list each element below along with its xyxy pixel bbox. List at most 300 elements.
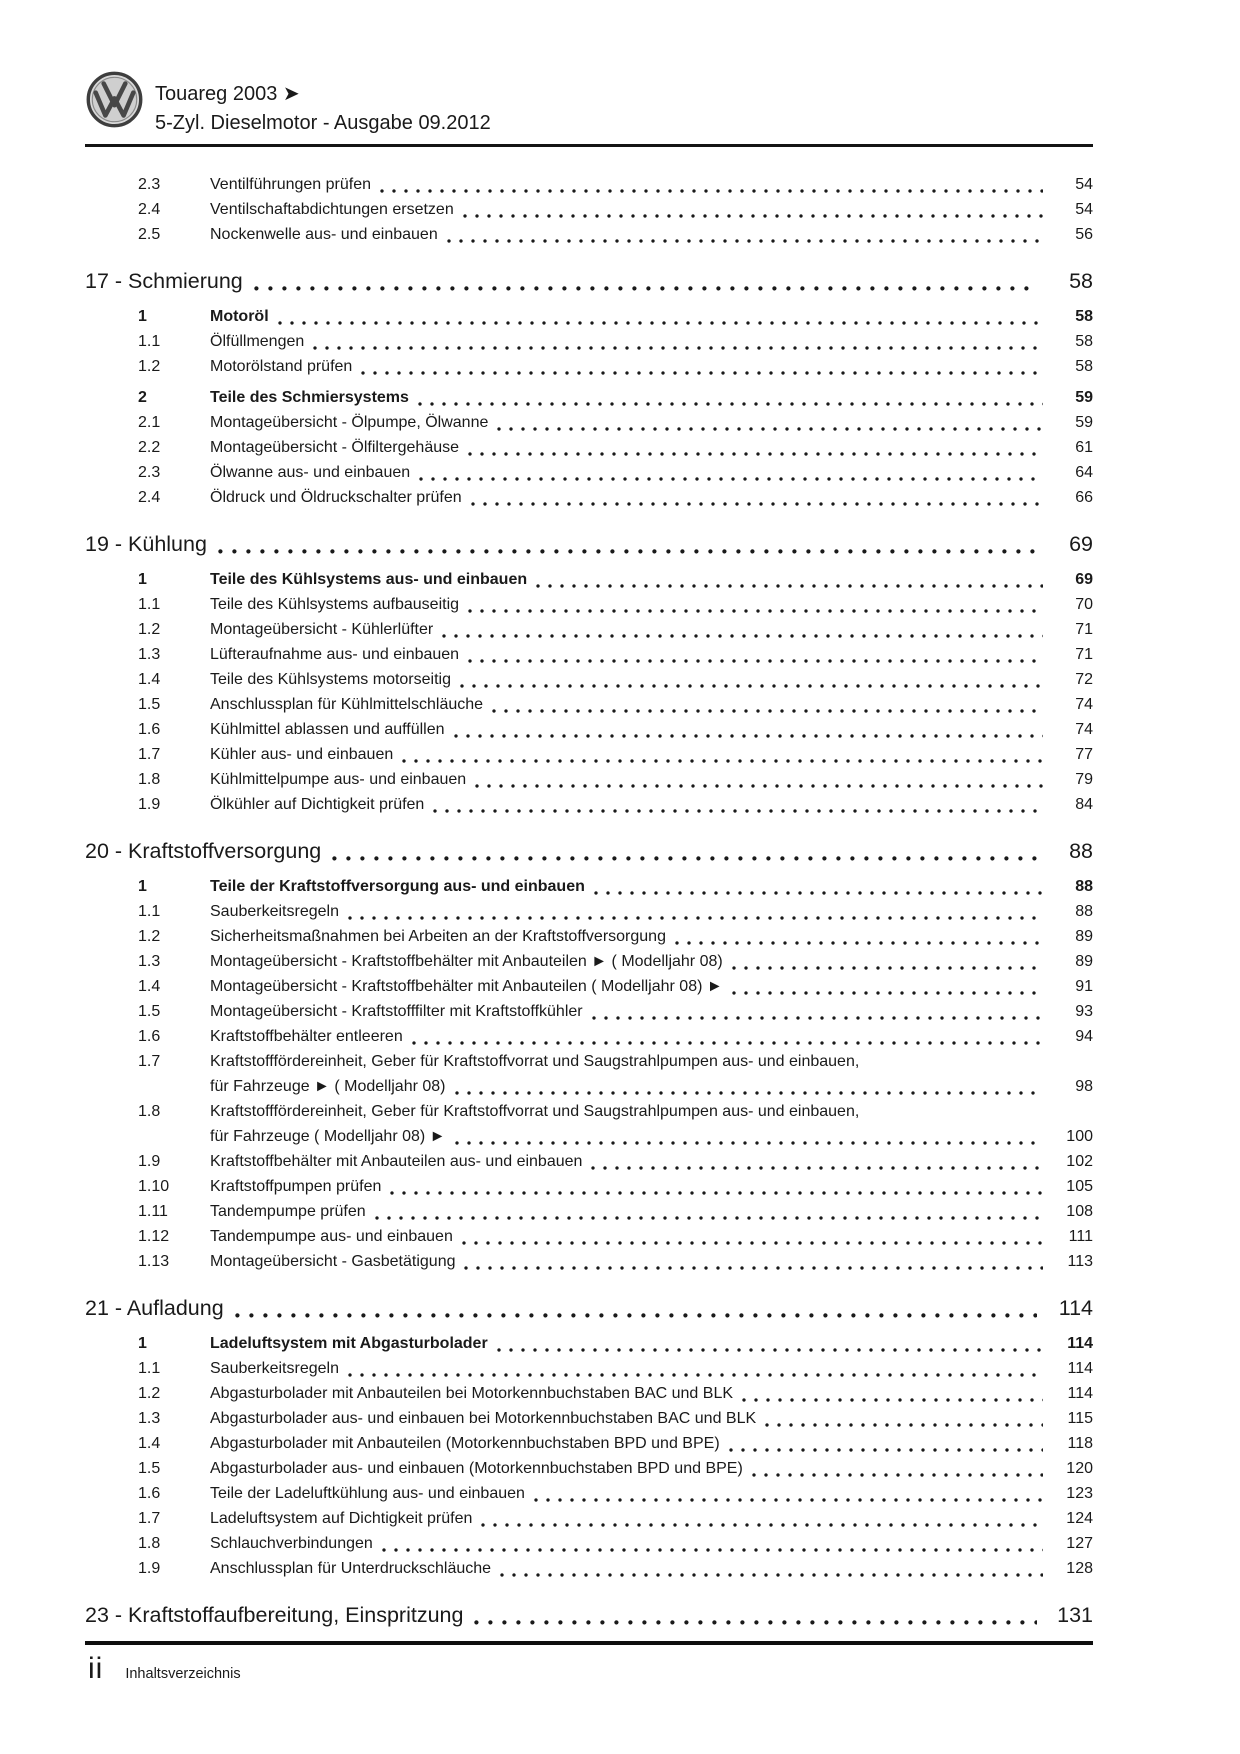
toc-chapter-row: [85, 1600, 1093, 1630]
chapter-title: 17 - Schmierung: [85, 269, 243, 293]
page-number: 88: [1075, 878, 1093, 895]
entry-body: [210, 172, 1093, 197]
page-number: 58: [1075, 308, 1093, 325]
entry-title: Montageübersicht - Kühlerlüfter: [210, 621, 434, 638]
toc-entry-row: [85, 974, 1093, 999]
toc-entry-row: [85, 924, 1093, 949]
entry-line: [210, 617, 1093, 642]
entry-line: [210, 354, 1093, 379]
document-footer: [88, 1652, 241, 1686]
entry-title: Teile des Kühlsystems aus- und einbauen: [210, 571, 528, 588]
entry-title: Kraftstofffördereinheit, Geber für Kraftstoffvorrat und Saugstrahlpumpen aus- und einbauen,: [210, 1053, 860, 1070]
page-number: 72: [1075, 671, 1093, 688]
entry-number: 1.9: [138, 1153, 161, 1170]
entry-line: [210, 1456, 1093, 1481]
entry-body: [210, 354, 1093, 379]
dots-leader: [402, 759, 1043, 763]
entry-title: Anschlussplan für Unterdruckschläuche: [210, 1560, 492, 1577]
chapter-title: 21 - Aufladung: [85, 1296, 224, 1320]
toc-entry-row: [85, 567, 1093, 592]
dots-leader: [235, 1313, 1037, 1318]
entry-title: Ölfüllmengen: [210, 333, 305, 350]
entry-body: [210, 1356, 1093, 1381]
entry-line: [210, 1074, 1093, 1099]
toc-entry-row: [85, 435, 1093, 460]
header-edition-line: 5-Zyl. Dieselmotor - Ausgabe 09.2012: [155, 112, 491, 134]
entry-body: [210, 329, 1093, 354]
entry-body: [210, 485, 1093, 510]
entry-line: [210, 1174, 1093, 1199]
entry-title: Montageübersicht - Kraftstoffbehälter mit Anbauteilen ► ( Modelljahr 08): [210, 953, 723, 970]
entry-title: Teile des Kühlsystems motorseitig: [210, 671, 451, 688]
entry-body: [210, 949, 1093, 974]
entry-line: [210, 717, 1093, 742]
entry-body: [210, 667, 1093, 692]
entry-line: [210, 899, 1093, 924]
entry-number: 1.3: [138, 953, 161, 970]
entry-line: [210, 1531, 1093, 1556]
entry-number: 1: [138, 878, 147, 895]
entry-body: [210, 1249, 1093, 1274]
entry-line: [210, 1149, 1093, 1174]
entry-line: [210, 999, 1093, 1024]
entry-line: [210, 222, 1093, 247]
document-header: [155, 80, 491, 138]
entry-line: [210, 304, 1093, 329]
page-number: 70: [1075, 596, 1093, 613]
footer-page-number: ii: [88, 1652, 104, 1685]
entry-body: [210, 1099, 1093, 1149]
page-number: 89: [1075, 953, 1093, 970]
toc-entry-row: [85, 667, 1093, 692]
entry-number: 1.1: [138, 1360, 161, 1377]
toc-entry-row: [85, 874, 1093, 899]
dots-leader: [361, 371, 1043, 375]
header-model-line: Touareg 2003 ➤: [155, 83, 300, 105]
dots-leader: [492, 709, 1043, 713]
dots-leader: [278, 321, 1043, 325]
toc-entry-row: [85, 485, 1093, 510]
dots-leader: [591, 1166, 1043, 1170]
toc-entry-row: [85, 172, 1093, 197]
entry-title: Ladeluftsystem mit Abgasturbolader: [210, 1335, 488, 1352]
chapter-title: 19 - Kühlung: [85, 532, 207, 556]
dots-leader: [468, 609, 1043, 613]
entry-line: [210, 874, 1093, 899]
entry-title: Sicherheitsmaßnahmen bei Arbeiten an der Kraftstoffversorgung: [210, 928, 666, 945]
entry-body: [210, 899, 1093, 924]
toc-chapter-row: [85, 1293, 1093, 1323]
page-number: 114: [1058, 1296, 1093, 1320]
entry-title: Abgasturbolader aus- und einbauen (Motorkennbuchstaben BPD und BPE): [210, 1460, 743, 1477]
page-number: 74: [1075, 721, 1093, 738]
entry-number: 2.2: [138, 439, 161, 456]
page-number: 77: [1075, 746, 1093, 763]
entry-body: [210, 642, 1093, 667]
page-number: 61: [1075, 439, 1093, 456]
entry-title: Tandempumpe prüfen: [210, 1203, 366, 1220]
entry-body: [210, 924, 1093, 949]
toc-entry-row: [85, 1099, 1093, 1149]
entry-line: [210, 1024, 1093, 1049]
entry-body: [210, 1456, 1093, 1481]
toc-entry-row: [85, 1224, 1093, 1249]
entry-title: Kühler aus- und einbauen: [210, 746, 394, 763]
page-number: 58: [1075, 333, 1093, 350]
entry-title: Lüfteraufnahme aus- und einbauen: [210, 646, 460, 663]
entry-body: [210, 1381, 1093, 1406]
entry-line: [210, 1099, 1093, 1124]
toc-entry-row: [85, 1249, 1093, 1274]
entry-title: Tandempumpe aus- und einbauen: [210, 1228, 453, 1245]
dots-leader: [765, 1423, 1043, 1427]
entry-body: [210, 792, 1093, 817]
toc-entry-row: [85, 460, 1093, 485]
entry-line: [210, 567, 1093, 592]
dots-leader: [732, 991, 1043, 995]
dots-leader: [592, 1016, 1043, 1020]
entry-number: 1.2: [138, 928, 161, 945]
entry-body: [210, 1024, 1093, 1049]
footer-label: Inhaltsverzeichnis: [125, 1666, 241, 1682]
entry-line: [210, 742, 1093, 767]
page-number: 115: [1067, 1410, 1093, 1427]
toc-entry-row: [85, 222, 1093, 247]
entry-body: [210, 567, 1093, 592]
entry-title: Abgasturbolader aus- und einbauen bei Motorkennbuchstaben BAC und BLK: [210, 1410, 757, 1427]
toc-entry-row: [85, 385, 1093, 410]
entry-title: Montageübersicht - Gasbetätigung: [210, 1253, 456, 1270]
page-number: 124: [1066, 1510, 1093, 1527]
dots-leader: [412, 1041, 1043, 1045]
entry-line: [210, 1406, 1093, 1431]
entry-number: 1.6: [138, 721, 161, 738]
entry-body: [210, 410, 1093, 435]
entry-line: [210, 1249, 1093, 1274]
entry-title: Montageübersicht - Kraftstoffbehälter mit Anbauteilen ( Modelljahr 08) ►: [210, 978, 723, 995]
entry-body: [210, 617, 1093, 642]
entry-number: 1: [138, 1335, 147, 1352]
chapter-title: 20 - Kraftstoffversorgung: [85, 839, 322, 863]
dots-leader: [481, 1523, 1043, 1527]
entry-number: 1.13: [138, 1253, 170, 1270]
page-number: 88: [1075, 903, 1093, 920]
entry-title: Motorölstand prüfen: [210, 358, 353, 375]
page-number: 93: [1075, 1003, 1093, 1020]
toc-entry-row: [85, 1049, 1093, 1099]
page-number: 128: [1066, 1560, 1093, 1577]
entry-number: 2.4: [138, 201, 161, 218]
header-rule: [85, 144, 1093, 147]
page-number: 54: [1075, 176, 1093, 193]
page-number: 69: [1069, 532, 1093, 556]
toc-entry-row: [85, 792, 1093, 817]
toc-entry-row: [85, 899, 1093, 924]
toc-entry-row: [85, 949, 1093, 974]
page-number: 98: [1075, 1078, 1093, 1095]
dots-leader: [442, 634, 1043, 638]
entry-number: 1.11: [138, 1203, 168, 1220]
entry-line: [210, 1224, 1093, 1249]
entry-title: Anschlussplan für Kühlmittelschläuche: [210, 696, 484, 713]
entry-body: [210, 692, 1093, 717]
page-number: 88: [1069, 839, 1093, 863]
dots-leader: [468, 452, 1043, 456]
toc-entry-row: [85, 304, 1093, 329]
entry-title: Kühlmittelpumpe aus- und einbauen: [210, 771, 467, 788]
entry-number: 1.7: [138, 746, 161, 763]
entry-body: [210, 1224, 1093, 1249]
entry-line: [210, 385, 1093, 410]
vw-logo-icon: [86, 71, 143, 128]
page-number: 114: [1067, 1360, 1093, 1377]
toc-entry-row: [85, 354, 1093, 379]
page-number: 94: [1075, 1028, 1093, 1045]
page-number: 54: [1075, 201, 1093, 218]
toc-entry-row: [85, 642, 1093, 667]
entry-title: Kühlmittel ablassen und auffüllen: [210, 721, 445, 738]
dots-leader: [460, 684, 1043, 688]
toc-entry-row: [85, 592, 1093, 617]
entry-body: [210, 1531, 1093, 1556]
entry-title: Montageübersicht - Ölpumpe, Ölwanne: [210, 414, 489, 431]
dots-leader: [462, 1241, 1043, 1245]
toc-chapter-row: [85, 836, 1093, 866]
dots-leader: [464, 1266, 1043, 1270]
entry-line: [210, 1331, 1093, 1356]
entry-number: 1.9: [138, 796, 161, 813]
entry-line: [210, 1356, 1093, 1381]
dots-leader: [348, 1373, 1043, 1377]
page-number: 113: [1067, 1253, 1093, 1270]
page-number: 127: [1066, 1535, 1093, 1552]
page-number: 56: [1075, 226, 1093, 243]
entry-line: [210, 1381, 1093, 1406]
entry-body: [210, 222, 1093, 247]
entry-title: Abgasturbolader mit Anbauteilen bei Motorkennbuchstaben BAC und BLK: [210, 1385, 734, 1402]
entry-title-continued: für Fahrzeuge ( Modelljahr 08) ►: [210, 1128, 446, 1145]
entry-number: 2: [138, 389, 147, 406]
toc-entry-row: [85, 1174, 1093, 1199]
toc-entry-row: [85, 1024, 1093, 1049]
entry-number: 1.5: [138, 1003, 161, 1020]
entry-number: 1.8: [138, 1103, 161, 1120]
entry-line: [210, 329, 1093, 354]
entry-title: Ölkühler auf Dichtigkeit prüfen: [210, 796, 425, 813]
entry-title: Schlauchverbindungen: [210, 1535, 373, 1552]
entry-title: Teile des Schmiersystems: [210, 389, 409, 406]
dots-leader: [463, 214, 1043, 218]
entry-number: 1.2: [138, 358, 161, 375]
entry-body: [210, 974, 1093, 999]
page-number: 58: [1069, 269, 1093, 293]
entry-number: 1.1: [138, 596, 161, 613]
entry-line: [210, 460, 1093, 485]
dots-leader: [380, 189, 1043, 193]
entry-title: Öldruck und Öldruckschalter prüfen: [210, 489, 462, 506]
toc-entry-row: [85, 767, 1093, 792]
dots-leader: [474, 1620, 1037, 1625]
dots-leader: [475, 784, 1043, 788]
entry-body: [210, 592, 1093, 617]
toc-entry-row: [85, 1331, 1093, 1356]
page-number: 120: [1066, 1460, 1093, 1477]
dots-leader: [497, 427, 1043, 431]
dots-leader: [382, 1548, 1043, 1552]
entry-number: 1.1: [138, 903, 161, 920]
entry-body: [210, 999, 1093, 1024]
dots-leader: [497, 1348, 1043, 1352]
entry-body: [210, 1406, 1093, 1431]
toc-entry-row: [85, 717, 1093, 742]
entry-body: [210, 874, 1093, 899]
entry-title: Sauberkeitsregeln: [210, 1360, 339, 1377]
toc-entry-row: [85, 329, 1093, 354]
entry-line: [210, 485, 1093, 510]
entry-number: 1.4: [138, 978, 161, 995]
entry-line: [210, 410, 1093, 435]
page-number: 89: [1075, 928, 1093, 945]
toc-entry-row: [85, 999, 1093, 1024]
dots-leader: [455, 1141, 1044, 1145]
entry-number: 1: [138, 308, 147, 325]
dots-leader: [454, 734, 1043, 738]
toc-entry-row: [85, 1149, 1093, 1174]
dots-leader: [455, 1091, 1044, 1095]
dots-leader: [375, 1216, 1043, 1220]
dots-leader: [752, 1473, 1043, 1477]
dots-leader: [419, 477, 1043, 481]
page-number: 69: [1075, 571, 1093, 588]
dots-leader: [468, 659, 1043, 663]
page-number: 58: [1075, 358, 1093, 375]
entry-line: [210, 1481, 1093, 1506]
toc-entry-row: [85, 1356, 1093, 1381]
entry-number: 1.8: [138, 771, 161, 788]
dots-leader: [536, 584, 1043, 588]
entry-number: 1.7: [138, 1053, 161, 1070]
page-number: 79: [1075, 771, 1093, 788]
entry-body: [210, 460, 1093, 485]
entry-number: 2.5: [138, 226, 161, 243]
page-number: 114: [1067, 1385, 1093, 1402]
toc-entry-row: [85, 742, 1093, 767]
toc-entry-row: [85, 197, 1093, 222]
toc-list: [85, 172, 1093, 1638]
entry-number: 1: [138, 571, 147, 588]
entry-title: Montageübersicht - Ölfiltergehäuse: [210, 439, 460, 456]
page-number: 108: [1066, 1203, 1093, 1220]
entry-title: Motoröl: [210, 308, 269, 325]
toc-entry-row: [85, 692, 1093, 717]
entry-body: [210, 767, 1093, 792]
toc-entry-row: [85, 1431, 1093, 1456]
entry-title: Ölwanne aus- und einbauen: [210, 464, 411, 481]
dots-leader: [500, 1573, 1043, 1577]
entry-title: Kraftstoffbehälter mit Anbauteilen aus- und einbauen: [210, 1153, 583, 1170]
entry-body: [210, 1481, 1093, 1506]
page-number: 100: [1066, 1128, 1093, 1145]
entry-title: Montageübersicht - Kraftstofffilter mit Kraftstoffkühler: [210, 1003, 583, 1020]
entry-number: 1.2: [138, 1385, 161, 1402]
dots-leader: [742, 1398, 1043, 1402]
dots-leader: [313, 346, 1043, 350]
entry-number: 1.5: [138, 1460, 161, 1477]
toc-entry-row: [85, 1199, 1093, 1224]
toc-entry-row: [85, 410, 1093, 435]
dots-leader: [433, 809, 1043, 813]
entry-line: [210, 1506, 1093, 1531]
dots-leader: [471, 502, 1043, 506]
dots-leader: [447, 239, 1043, 243]
entry-line: [210, 692, 1093, 717]
entry-number: 1.5: [138, 696, 161, 713]
page-number: 114: [1067, 1335, 1093, 1352]
page-number: 74: [1075, 696, 1093, 713]
entry-line: [210, 642, 1093, 667]
toc-entry-row: [85, 1381, 1093, 1406]
entry-body: [210, 717, 1093, 742]
entry-body: [210, 304, 1093, 329]
entry-body: [210, 385, 1093, 410]
dots-leader: [732, 966, 1043, 970]
page-number: 105: [1066, 1178, 1093, 1195]
entry-number: 1.8: [138, 1535, 161, 1552]
entry-number: 2.3: [138, 464, 161, 481]
entry-number: 1.6: [138, 1028, 161, 1045]
entry-body: [210, 1199, 1093, 1224]
page-number: 84: [1075, 796, 1093, 813]
entry-number: 1.2: [138, 621, 161, 638]
entry-title: Kraftstofffördereinheit, Geber für Kraftstoffvorrat und Saugstrahlpumpen aus- und einbauen,: [210, 1103, 860, 1120]
entry-title: Kraftstoffpumpen prüfen: [210, 1178, 382, 1195]
entry-title-continued: für Fahrzeuge ► ( Modelljahr 08): [210, 1078, 446, 1095]
page-number: 71: [1075, 621, 1093, 638]
entry-line: [210, 1199, 1093, 1224]
page-number: 59: [1075, 414, 1093, 431]
dots-leader: [594, 891, 1043, 895]
entry-body: [210, 742, 1093, 767]
dots-leader: [534, 1498, 1043, 1502]
entry-line: [210, 1124, 1093, 1149]
entry-title: Sauberkeitsregeln: [210, 903, 339, 920]
entry-number: 1.12: [138, 1228, 170, 1245]
page-number: 123: [1066, 1485, 1093, 1502]
entry-line: [210, 974, 1093, 999]
entry-number: 1.9: [138, 1560, 161, 1577]
entry-number: 2.4: [138, 489, 161, 506]
entry-body: [210, 435, 1093, 460]
entry-line: [210, 1556, 1093, 1581]
page-number: 91: [1075, 978, 1093, 995]
footer-rule: [85, 1641, 1093, 1645]
entry-number: 1.3: [138, 1410, 161, 1427]
entry-line: [210, 435, 1093, 460]
entry-title: Teile der Kraftstoffversorgung aus- und einbauen: [210, 878, 585, 895]
toc-chapter-row: [85, 529, 1093, 559]
toc-entry-row: [85, 617, 1093, 642]
dots-leader: [675, 941, 1043, 945]
entry-body: [210, 1049, 1093, 1099]
entry-title: Nockenwelle aus- und einbauen: [210, 226, 438, 243]
toc-entry-row: [85, 1481, 1093, 1506]
page-number: 118: [1067, 1435, 1093, 1452]
toc-chapter-row: [85, 266, 1093, 296]
page-number: 71: [1075, 646, 1093, 663]
dots-leader: [390, 1191, 1043, 1195]
entry-line: [210, 667, 1093, 692]
entry-line: [210, 792, 1093, 817]
